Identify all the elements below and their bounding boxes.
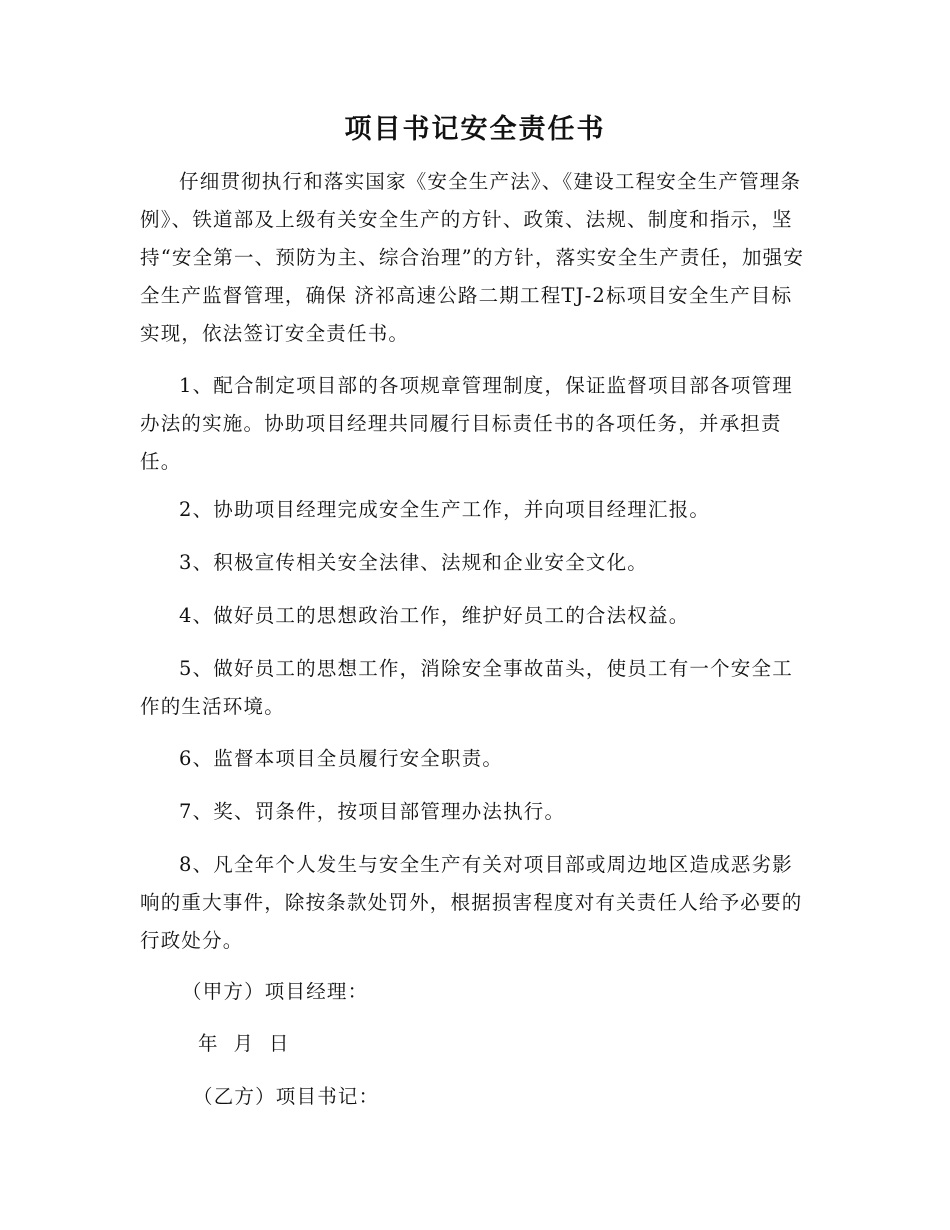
party-b-signature-line: （乙方）项目书记：	[193, 1085, 380, 1108]
party-a-signature-line: （甲方）项目经理：	[182, 980, 369, 1003]
intro-paragraph: 仔细贯彻执行和落实国家《安全生产法》、《建设工程安全生产管理条例》、铁道部及上级有关安全生产的方针、政策、法规、制度和指示，坚持“安全第一、预防为主、综合治理”的方针，落实安全生产责任，加强安全生产监督管理，确保 济祁高速公路二期工程TJ-2标项目安全生产目标实现，依法签订安全责任书。	[140, 170, 805, 345]
document-title: 项目书记安全责任书	[344, 114, 606, 145]
clause-4: 4、做好员工的思想政治工作，维护好员工的合法权益。	[179, 604, 690, 627]
clause-7: 7、奖、罚条件，按项目部管理办法执行。	[179, 800, 566, 823]
clause-1: 1、配合制定项目部的各项规章管理制度，保证监督项目部各项管理办法的实施。协助项目经理共同履行目标责任书的各项任务，并承担责任。	[140, 374, 793, 473]
date-line: 年 月 日	[198, 1032, 290, 1055]
clause-2: 2、协助项目经理完成安全生产工作，并向项目经理汇报。	[179, 498, 711, 521]
clause-5: 5、做好员工的思想工作，消除安全事故苗头，使员工有一个安全工作的生活环境。	[140, 657, 793, 718]
clause-3: 3、积极宣传相关安全法律、法规和企业安全文化。	[179, 551, 649, 574]
clause-8: 8、凡全年个人发生与安全生产有关对项目部或周边地区造成恶劣影响的重大事件，除按条款处罚外，根据损害程度对有关责任人给予必要的行政处分。	[140, 853, 803, 952]
clause-6: 6、监督本项目全员履行安全职责。	[179, 747, 504, 770]
